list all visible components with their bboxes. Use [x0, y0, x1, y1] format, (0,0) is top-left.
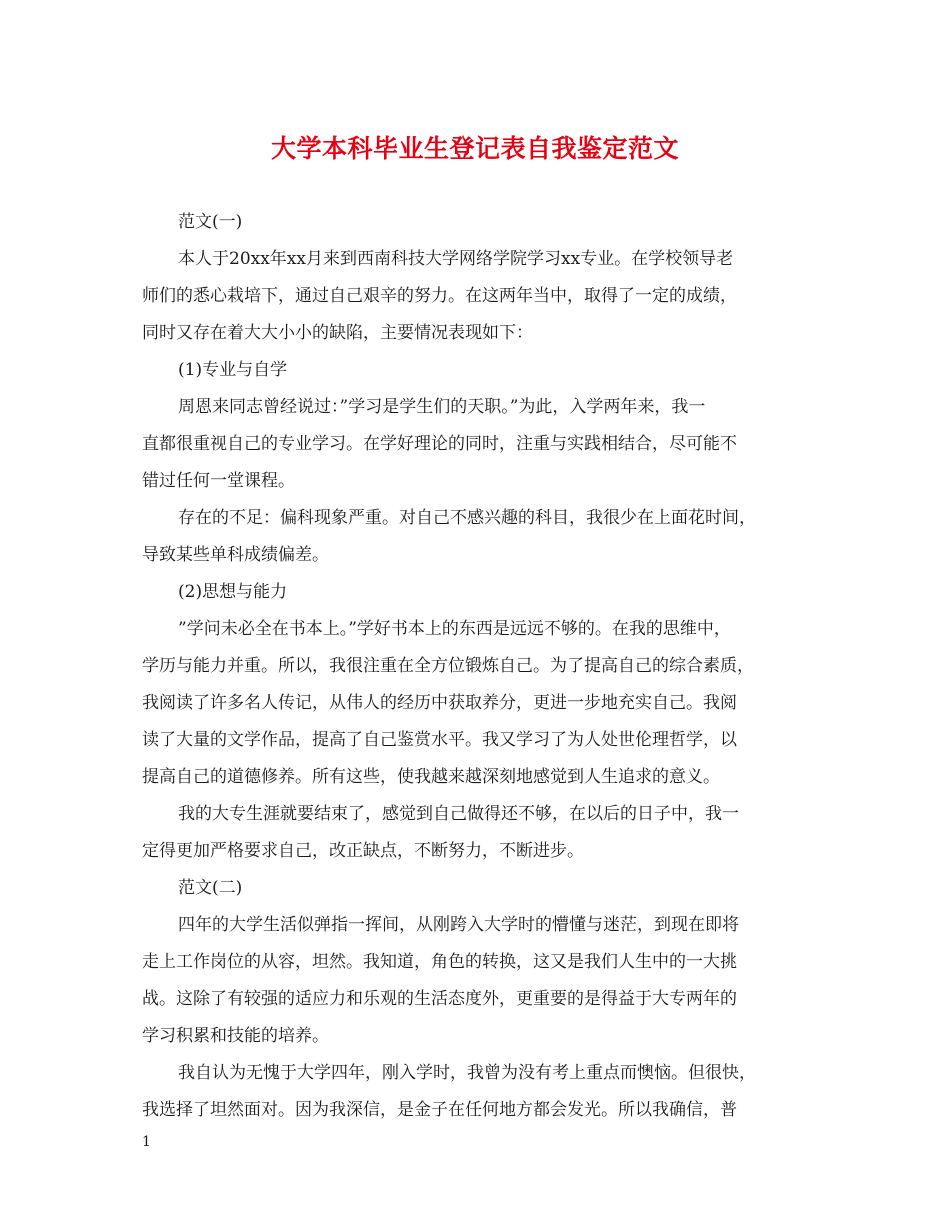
- body-line: 周恩来同志曾经说过：”学习是学生们的天职。”为此，入学两年来，我一: [178, 397, 706, 417]
- body-line: 直都很重视自己的专业学习。在学好理论的同时，注重与实践相结合，尽可能不: [142, 434, 737, 454]
- body-line: 学历与能力并重。所以，我很注重在全方位锻炼自己。为了提高自己的综合素质，: [142, 656, 754, 676]
- body-line: 我阅读了许多名人传记，从伟人的经历中获取养分，更进一步地充实自己。我阅: [142, 693, 737, 713]
- body-line: (2)思想与能力: [178, 582, 288, 602]
- body-line: 四年的大学生活似弹指一挥间，从刚跨入大学时的懵懂与迷茫，到现在即将: [178, 915, 739, 935]
- body-line: 提高自己的道德修养。所有这些，使我越来越深刻地感觉到人生追求的意义。: [142, 767, 720, 787]
- body-line: ”学问未必全在书本上。”学好书本上的东西是远远不够的。在我的思维中，: [178, 619, 731, 639]
- body-line: 范文(一): [178, 212, 243, 232]
- document-title: 大学本科毕业生登记表自我鉴定范文: [270, 134, 679, 163]
- page-number: 1: [142, 1134, 151, 1150]
- body-line: 导致某些单科成绩偏差。: [142, 545, 329, 565]
- body-line: 同时又存在着大大小小的缺陷，主要情况表现如下：: [142, 323, 533, 343]
- body-line: 我的大专生涯就要结束了，感觉到自己做得还不够，在以后的日子中，我一: [178, 804, 739, 824]
- body-line: 错过任何一堂课程。: [142, 471, 295, 491]
- body-line: 走上工作岗位的从容，坦然。我知道，角色的转换，这又是我们人生中的一大挑: [142, 952, 737, 972]
- body-line: 战。这除了有较强的适应力和乐观的生活态度外，更重要的是得益于大专两年的: [142, 989, 737, 1009]
- document-body: [142, 204, 810, 1129]
- body-line: 我自认为无愧于大学四年，刚入学时，我曾为没有考上重点而懊恼。但很快，: [178, 1063, 756, 1083]
- body-line: 师们的悉心栽培下，通过自己艰辛的努力。在这两年当中，取得了一定的成绩，: [142, 286, 737, 306]
- body-line: 范文(二): [178, 878, 243, 898]
- body-line: 我选择了坦然面对。因为我深信，是金子在任何地方都会发光。所以我确信，普: [142, 1100, 737, 1120]
- body-line: 读了大量的文学作品，提高了自己鉴赏水平。我又学习了为人处世伦理哲学，以: [142, 730, 737, 750]
- body-line: (1)专业与自学: [178, 360, 288, 380]
- body-line: 存在的不足：偏科现象严重。对自己不感兴趣的科目，我很少在上面花时间，: [178, 508, 756, 528]
- body-line: 本人于20xx年xx月来到西南科技大学网络学院学习xx专业。在学校领导老: [178, 249, 734, 269]
- body-line: 定得更加严格要求自己，改正缺点，不断努力，不断进步。: [142, 841, 584, 861]
- body-line: 学习积累和技能的培养。: [142, 1026, 329, 1046]
